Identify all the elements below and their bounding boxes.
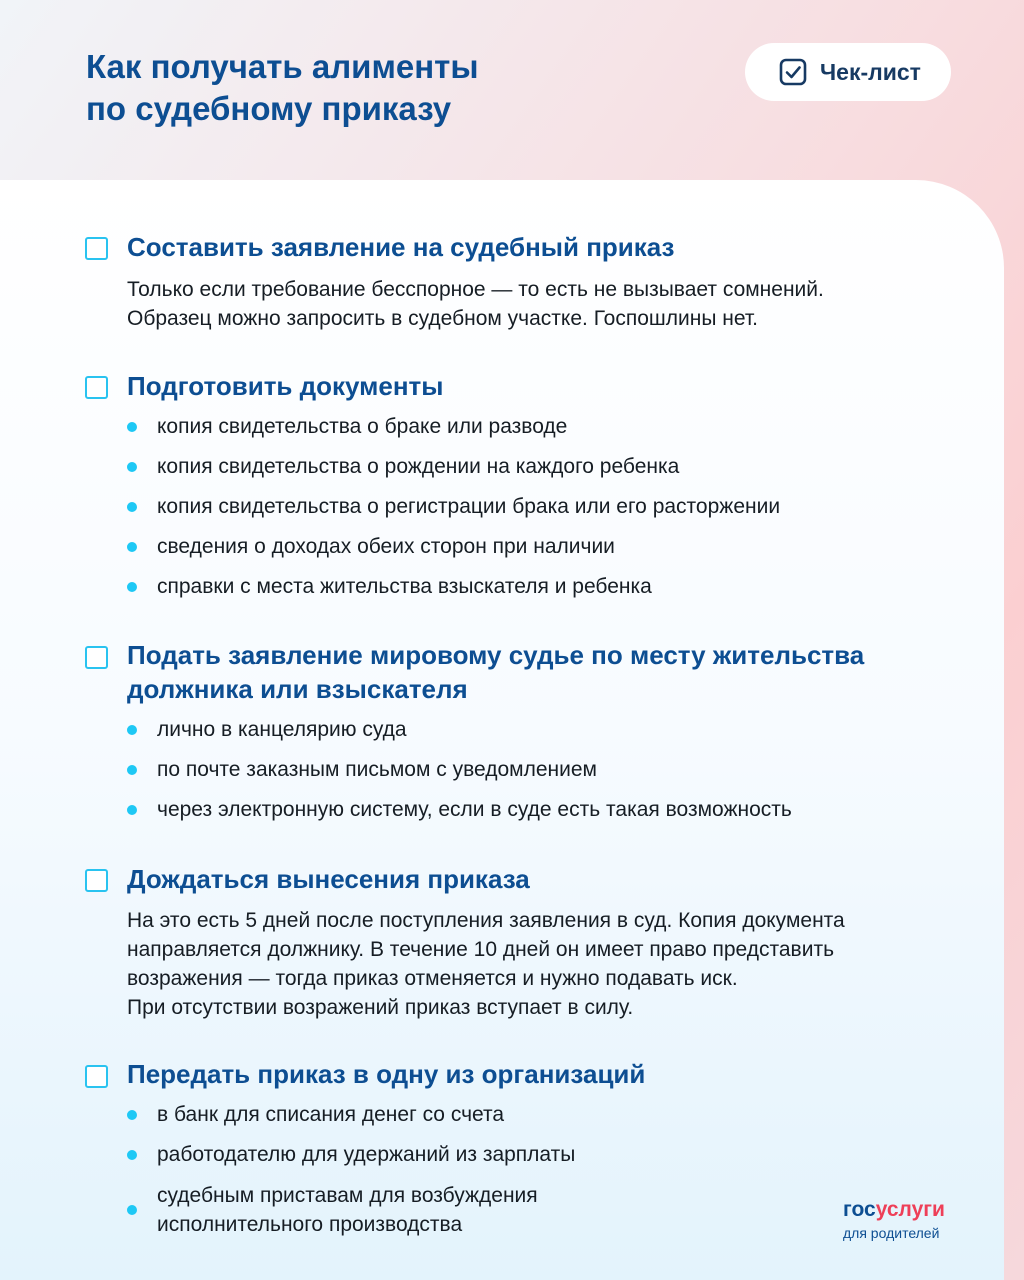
page-title-line-2: по судебному приказу (86, 90, 452, 127)
page-title (86, 46, 479, 130)
brand-name-part-1: гос (843, 1198, 876, 1221)
list-item: лично в канцелярию суда (127, 710, 987, 750)
list-item: копия свидетельства о регистрации брака или его расторжении (127, 487, 987, 527)
list-item: справки с места жительства взыскателя и ребенка (127, 567, 987, 607)
list-item: работодателю для удержаний из зарплаты (127, 1135, 817, 1175)
step-2-checkbox-icon[interactable] (85, 376, 108, 399)
page-title-line-1: Как получать алименты (86, 48, 479, 85)
step-4-checkbox-icon[interactable] (85, 869, 108, 892)
list-item-line: исполнительного производства (157, 1213, 463, 1236)
brand-name (843, 1198, 973, 1222)
step-2-list (127, 407, 987, 607)
list-item: по почте заказным письмом с уведомлением (127, 750, 987, 790)
step-3-checkbox-icon[interactable] (85, 646, 108, 669)
step-3-title: Подать заявление мировому судье по месту жительства должника или взыскателя (127, 640, 865, 704)
list-item: копия свидетельства о рождении на каждого ребенка (127, 447, 987, 487)
list-item: в банк для списания денег со счета (127, 1095, 817, 1135)
list-item: копия свидетельства о браке или разводе (127, 407, 987, 447)
checklist-badge (745, 43, 951, 101)
step-4-title: Дождаться вынесения приказа (127, 864, 530, 894)
step-5-list (127, 1095, 817, 1239)
step-5-checkbox-icon[interactable] (85, 1065, 108, 1088)
step-4-description-line: При отсутствии возражений приказ вступает в силу. (127, 996, 634, 1019)
list-item (127, 1181, 817, 1239)
step-1-title: Составить заявление на судебный приказ (127, 232, 675, 262)
gosuslugi-logo (843, 1198, 973, 1242)
step-1-checkbox-icon[interactable] (85, 237, 108, 260)
step-3-list (127, 710, 987, 830)
checklist-badge-label: Чек-лист (820, 58, 921, 85)
brand-name-part-2: услуги (875, 1198, 945, 1221)
step-1-description-line: Образец можно запросить в судебном участке. Госпошлины нет. (127, 307, 758, 330)
checkbox-checked-icon (779, 58, 807, 86)
step-1-description (127, 275, 977, 333)
step-1-description-line: Только если требование бесспорное — то есть не вызывает сомнений. (127, 278, 824, 301)
step-4-description-line: направляется должнику. В течение 10 дней он имеет право представить (127, 938, 835, 961)
step-4-description-line: На это есть 5 дней после поступления заявления в суд. Копия документа (127, 909, 845, 932)
step-4-description-line: возражения — тогда приказ отменяется и нужно подавать иск. (127, 967, 738, 990)
brand-subtitle: для родителей (843, 1225, 940, 1241)
list-item: через электронную систему, если в суде есть такая возможность (127, 790, 987, 830)
list-item-line: судебным приставам для возбуждения (157, 1184, 538, 1207)
list-item: сведения о доходах обеих сторон при наличии (127, 527, 987, 567)
step-5-title: Передать приказ в одну из организаций (127, 1059, 646, 1089)
step-2-title: Подготовить документы (127, 371, 444, 401)
step-4-description (127, 906, 977, 1022)
